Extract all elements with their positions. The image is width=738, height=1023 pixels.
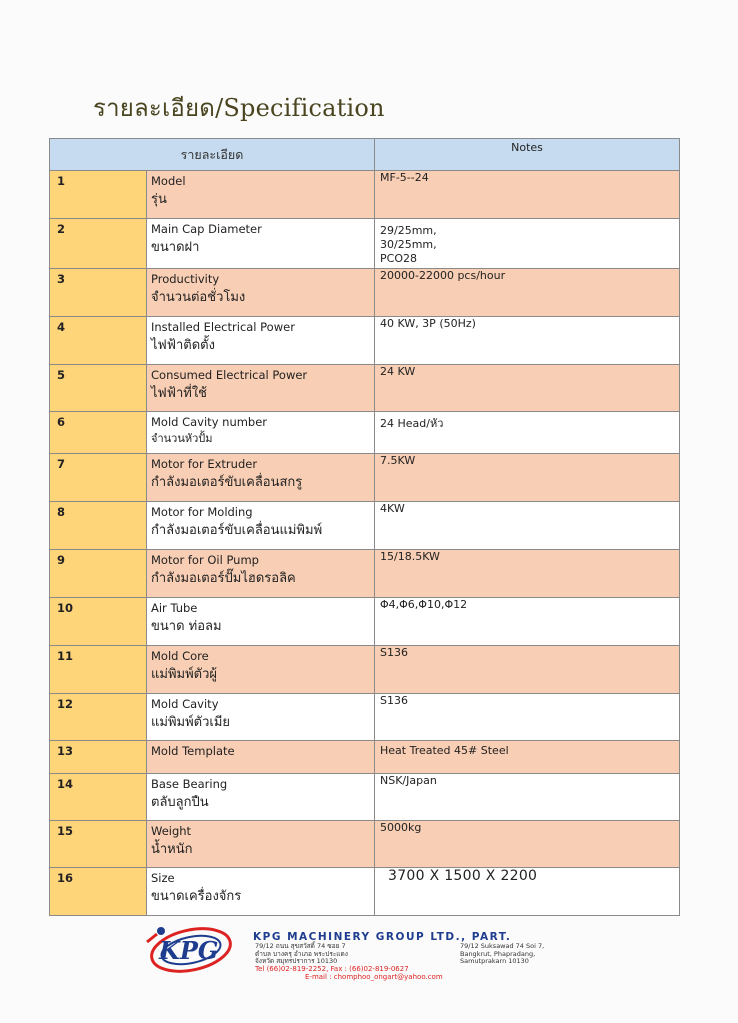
row-value: S136 [375, 646, 680, 694]
row-number: 2 [50, 219, 147, 269]
row-label-th: น้ำหนัก [151, 842, 193, 857]
row-value: 5000kg [375, 821, 680, 868]
table-row [50, 598, 680, 646]
row-description [147, 412, 375, 454]
row-number: 3 [50, 269, 147, 317]
row-number: 5 [50, 365, 147, 412]
row-description [147, 502, 375, 550]
table-row [50, 454, 680, 502]
row-label-en: Motor for Extruder [151, 457, 258, 471]
row-description [147, 821, 375, 868]
row-label-th: ขนาดเครื่องจักร [151, 889, 242, 904]
row-value: S136 [375, 694, 680, 741]
row-value: Heat Treated 45# Steel [375, 741, 680, 774]
row-value: 3700 X 1500 X 2200 [375, 868, 680, 916]
row-description [147, 454, 375, 502]
row-label-en: Mold Cavity number [151, 415, 268, 429]
table-row [50, 868, 680, 916]
address-line: 79/12 ถนน สุขสวัสดิ์ 74 ซอย 7 [255, 942, 346, 950]
row-description [147, 694, 375, 741]
row-label-en: Installed Electrical Power [151, 320, 295, 334]
row-label-th: กำลังมอเตอร์ขับเคลื่อนสกรู [151, 475, 303, 490]
document-title: รายละเอียด/Specification [93, 94, 385, 122]
row-label-en: Motor for Oil Pump [151, 553, 259, 567]
row-label-th: รุ่น [151, 192, 167, 207]
row-label-th: แม่พิมพ์ตัวผู้ [151, 667, 218, 682]
row-description [147, 219, 375, 269]
row-label-en: Productivity [151, 272, 220, 286]
row-label-en: Base Bearing [151, 777, 228, 791]
address-line: 79/12 Suksawad 74 Soi 7, [460, 942, 545, 950]
address-line: Bangkrut, Phapradang, [460, 949, 536, 958]
company-footer [145, 922, 595, 982]
table-row [50, 317, 680, 365]
row-label-th: ขนาดฝา [151, 240, 200, 255]
row-value: 7.5KW [375, 454, 680, 502]
table-row [50, 821, 680, 868]
row-value: Φ4,Φ6,Φ10,Φ12 [375, 598, 680, 646]
address-thai [255, 943, 348, 966]
logo-text: KPG [159, 936, 219, 965]
value-line: PCO28 [380, 252, 417, 265]
row-description [147, 365, 375, 412]
row-label-th: ไฟฟ้าที่ใช้ [151, 386, 207, 401]
contact-email: E-mail : chomphoo_ongart@yahoo.com [305, 973, 443, 981]
row-number: 9 [50, 550, 147, 598]
table-row [50, 219, 680, 269]
row-number: 12 [50, 694, 147, 741]
row-number: 7 [50, 454, 147, 502]
row-number: 8 [50, 502, 147, 550]
row-description [147, 774, 375, 821]
row-label-th: ขนาด ท่อลม [151, 619, 222, 634]
row-description [147, 868, 375, 916]
table-row [50, 171, 680, 219]
row-label-en: Mold Template [151, 744, 235, 758]
header-notes: Notes [375, 139, 680, 171]
row-description [147, 598, 375, 646]
row-label-en: Consumed Electrical Power [151, 368, 308, 382]
row-value: 24 KW [375, 365, 680, 412]
row-number: 13 [50, 741, 147, 774]
row-number: 14 [50, 774, 147, 821]
row-label-en: Mold Core [151, 649, 209, 663]
row-value [375, 219, 680, 269]
row-value: 15/18.5KW [375, 550, 680, 598]
row-label-en: Weight [151, 824, 192, 838]
row-number: 11 [50, 646, 147, 694]
kpg-logo [145, 922, 245, 982]
row-number: 1 [50, 171, 147, 219]
row-value: 4KW [375, 502, 680, 550]
address-line: ตำบล บางครุ อำเภอ พระประแดง [255, 949, 348, 958]
row-description [147, 550, 375, 598]
value-line: 30/25mm, [380, 238, 437, 251]
row-label-th: กำลังมอเตอร์ขับเคลื่อนแม่พิมพ์ [151, 523, 323, 538]
row-number: 10 [50, 598, 147, 646]
row-value: 20000-22000 pcs/hour [375, 269, 680, 317]
row-number: 16 [50, 868, 147, 916]
table-row [50, 365, 680, 412]
row-description [147, 646, 375, 694]
table-row [50, 550, 680, 598]
row-label-en: Air Tube [151, 601, 198, 615]
address-line: Samutprakarn 10130 [460, 957, 529, 966]
specification-table [49, 138, 680, 916]
table-header-row [50, 139, 680, 171]
table-row [50, 646, 680, 694]
row-number: 15 [50, 821, 147, 868]
address-line: จังหวัด สมุทรปราการ 10130 [255, 957, 338, 966]
row-label-en: Mold Cavity [151, 697, 219, 711]
row-value: MF-5--24 [375, 171, 680, 219]
row-label-en: Size [151, 871, 175, 885]
row-label-th: กำลังมอเตอร์ปั๊มไฮดรอลิค [151, 571, 296, 586]
table-row [50, 694, 680, 741]
table-row [50, 269, 680, 317]
table-row [50, 774, 680, 821]
row-label-en: Motor for Molding [151, 505, 253, 519]
row-number: 4 [50, 317, 147, 365]
row-value: NSK/Japan [375, 774, 680, 821]
row-value: 24 Head/หัว [375, 412, 680, 454]
row-description [147, 171, 375, 219]
table-row [50, 502, 680, 550]
row-value: 40 KW, 3P (50Hz) [375, 317, 680, 365]
row-description [147, 741, 375, 774]
company-name: KPG MACHINERY GROUP LTD., PART. [253, 931, 512, 943]
row-label-en: Model [151, 174, 186, 188]
address-english [460, 943, 544, 966]
row-label-th: แม่พิมพ์ตัวเมีย [151, 715, 231, 730]
row-label-th: จำนวนหัวปั้ม [151, 432, 213, 445]
row-label-th: จำนวนต่อชั่วโมง [151, 290, 246, 305]
value-line: 29/25mm, [380, 224, 437, 237]
table-row [50, 741, 680, 774]
contact-telephone: Tel (66)02-819-2252, Fax : (66)02-819-0627 [255, 965, 409, 973]
row-label-en: Main Cap Diameter [151, 222, 262, 236]
row-number: 6 [50, 412, 147, 454]
header-description: รายละเอียด [50, 139, 375, 171]
row-description [147, 269, 375, 317]
row-label-th: ตลับลูกปืน [151, 795, 209, 810]
table-row [50, 412, 680, 454]
row-description [147, 317, 375, 365]
row-label-th: ไฟฟ้าติดตั้ง [151, 338, 215, 353]
